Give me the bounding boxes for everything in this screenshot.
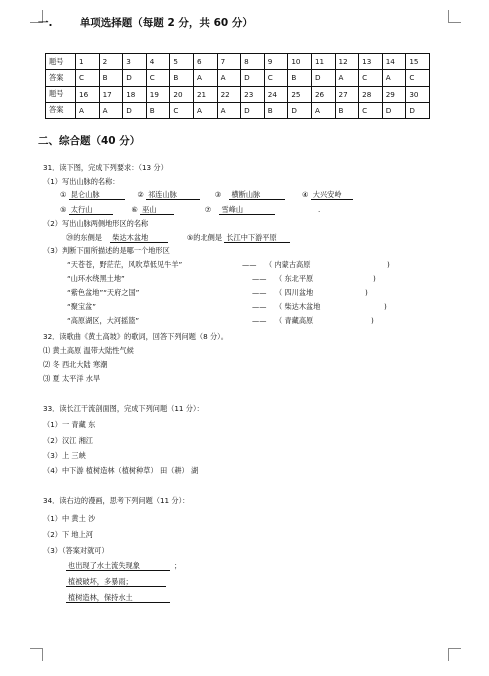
q31-part2: （2）写出山脉两侧地形区的名称 xyxy=(43,219,149,228)
section1-title: 单项选择题（每题 2 分，共 60 分） xyxy=(79,17,253,29)
table-cell: D xyxy=(382,102,406,118)
q31-answer-1: （ 内蒙古高原 xyxy=(265,260,311,269)
part2b-answer: 长江中下游平原 xyxy=(224,233,290,243)
table-cell: 20 xyxy=(170,86,194,102)
part2b-prompt: ⑤的北侧是 xyxy=(186,233,223,242)
table-cell: 4 xyxy=(146,54,170,70)
q31-dash-2: —— xyxy=(252,274,267,283)
q31-dash-4: —— xyxy=(252,302,267,311)
q34-answer-2: （2）下 地上河 xyxy=(43,530,93,539)
table-cell: 19 xyxy=(146,86,170,102)
part2a-prompt: ⑳的东侧是 xyxy=(66,233,102,242)
table-cell: D xyxy=(123,102,147,118)
q31-desc-2: “山环水绕黑土地” xyxy=(67,274,125,283)
table-cell: D xyxy=(311,70,335,86)
q33-answer-1: （1）一 青藏 东 xyxy=(43,420,96,429)
q34-line-1-punct: ； xyxy=(174,561,182,570)
mountain-6-label: ⑥ xyxy=(131,205,138,214)
q31-desc-5: “高原湖区，大河摇篮” xyxy=(67,316,140,325)
q31-answer-2: （ 东北平原 xyxy=(275,274,314,283)
table-cell: C xyxy=(76,70,100,86)
part2a-answer: 柴达木盆地 xyxy=(110,233,168,243)
row-header: 答案 xyxy=(46,70,76,86)
table-cell: 21 xyxy=(193,86,217,102)
table-row xyxy=(46,70,430,86)
table-cell: 22 xyxy=(217,86,241,102)
table-cell: A xyxy=(76,102,100,118)
corner-mark-bottom-right xyxy=(448,648,461,661)
q33-answer-4: （4）中下游 植树造林（植树种草） 田（耕） 湖 xyxy=(43,466,199,475)
table-cell: D xyxy=(288,102,312,118)
table-row xyxy=(46,86,430,102)
table-cell: 30 xyxy=(406,86,430,102)
q31-part3: （3）判断下面所描述的是哪一个地形区 xyxy=(43,246,170,255)
table-cell: 1 xyxy=(76,54,100,70)
q34-answer-3: （3）（答案对就可） xyxy=(43,546,109,555)
table-cell: D xyxy=(241,102,265,118)
table-cell: C xyxy=(406,70,430,86)
mountain-7-answer: 雪峰山 xyxy=(219,205,275,215)
row-header: 题号 xyxy=(46,86,76,102)
q34-stem: 34．读右边的漫画，思考下列问题（11 分）： xyxy=(43,496,190,505)
table-cell: C xyxy=(170,102,194,118)
mountain-4-label: ④ xyxy=(302,190,309,199)
section1-number: 一. xyxy=(38,17,53,29)
table-cell: A xyxy=(217,70,241,86)
table-cell: B xyxy=(170,70,194,86)
row-header: 答案 xyxy=(46,102,76,118)
table-cell: D xyxy=(241,70,265,86)
mountain-1-label: ① xyxy=(60,190,67,199)
q32-stem: 32．读歌曲《黄土高坡》的歌词，回答下列问题（8 分）。 xyxy=(43,332,228,341)
table-cell: B xyxy=(146,102,170,118)
q31-close-4: ) xyxy=(384,302,387,311)
mountain-5-label: ⑤ xyxy=(60,205,67,214)
q31-part2-answers xyxy=(66,233,290,243)
section2-title: 二、综合题（40 分） xyxy=(38,135,141,147)
q34-line-2 xyxy=(66,577,166,587)
q31-close-2: ) xyxy=(373,274,376,283)
row-header: 题号 xyxy=(46,54,76,70)
q31-close-3: ) xyxy=(365,288,368,297)
table-cell: A xyxy=(193,70,217,86)
mountain-1-answer: 昆仑山脉 xyxy=(69,190,125,200)
table-cell: A xyxy=(193,102,217,118)
table-cell: C xyxy=(359,102,383,118)
q31-desc-1: “天苍苍，野茫茫，风吹草低见牛羊” xyxy=(67,260,183,269)
q31-mountains-row2 xyxy=(60,205,320,215)
table-cell: C xyxy=(359,70,383,86)
q31-close-1: ) xyxy=(387,260,390,269)
table-cell: B xyxy=(335,102,359,118)
mountain-7-label: ⑦ xyxy=(204,205,212,214)
q31-answer-3: （ 四川盆地 xyxy=(275,288,314,297)
q31-answer-4: （ 柴达木盆地 xyxy=(275,302,321,311)
q33-answer-2: （2）汉江 湘江 xyxy=(43,436,93,445)
q34-answer-1: （1）中 黄土 沙 xyxy=(43,514,96,523)
table-cell: 16 xyxy=(76,86,100,102)
q31-mountains-row1 xyxy=(60,190,353,200)
corner-mark-bottom-left xyxy=(30,648,43,661)
table-cell: 12 xyxy=(335,54,359,70)
table-cell: D xyxy=(123,70,147,86)
table-cell: 9 xyxy=(264,54,288,70)
table-cell: A xyxy=(382,70,406,86)
q34-line-2-answer: 植被破坏，多暴雨； xyxy=(66,577,166,587)
table-cell: B xyxy=(288,70,312,86)
q31-dash-3: —— xyxy=(252,288,267,297)
q33-stem: 33．读长江干流剖面图，完成下列问题（11 分）： xyxy=(43,404,204,413)
q31-dash-5: —— xyxy=(252,316,267,325)
mountain-3-answer: 横断山脉 xyxy=(229,190,285,200)
table-cell: C xyxy=(146,70,170,86)
table-cell: 6 xyxy=(193,54,217,70)
mountain-5-answer: 太行山 xyxy=(69,205,113,215)
table-cell: 18 xyxy=(123,86,147,102)
section1-heading xyxy=(38,15,253,30)
q32-answer-1: ⑴ 黄土高原 温带大陆性气候 xyxy=(43,346,134,355)
table-cell: 8 xyxy=(241,54,265,70)
table-cell: 15 xyxy=(406,54,430,70)
corner-mark-top-right xyxy=(448,10,461,23)
table-cell: 24 xyxy=(264,86,288,102)
q31-answer-5: （ 青藏高原 xyxy=(275,316,314,325)
q32-answer-2: ⑵ 冬 西北大陆 寒潮 xyxy=(43,360,108,369)
table-cell: 17 xyxy=(99,86,123,102)
table-cell: 14 xyxy=(382,54,406,70)
table-cell: 2 xyxy=(99,54,123,70)
table-cell: C xyxy=(264,70,288,86)
row-end-period: . xyxy=(318,205,321,214)
table-cell: D xyxy=(406,102,430,118)
mountain-3-label: ③ xyxy=(214,190,222,199)
table-cell: 27 xyxy=(335,86,359,102)
q33-answer-3: （3）上 三峡 xyxy=(43,451,86,460)
table-cell: 5 xyxy=(170,54,194,70)
q31-stem: 31．读下图，完成下列要求：（13 分） xyxy=(43,163,168,172)
q31-part1: （1）写出山脉的名称： xyxy=(43,177,120,186)
table-cell: 7 xyxy=(217,54,241,70)
q31-dash-1: —— xyxy=(242,260,257,269)
mountain-2-label: ② xyxy=(137,190,144,199)
table-cell: 26 xyxy=(311,86,335,102)
q34-line-3 xyxy=(66,593,170,603)
table-cell: A xyxy=(311,102,335,118)
mountain-4-answer: 大兴安岭 xyxy=(311,190,353,200)
q34-line-1-answer: 也出现了水土流失现象 xyxy=(66,561,170,571)
q31-desc-3: “紫色盆地”“天府之国” xyxy=(67,288,140,297)
table-cell: 23 xyxy=(241,86,265,102)
table-cell: B xyxy=(264,102,288,118)
q32-answer-3: ⑶ 夏 太平洋 水旱 xyxy=(43,374,101,383)
table-cell: 3 xyxy=(123,54,147,70)
table-cell: A xyxy=(335,70,359,86)
table-row xyxy=(46,102,430,118)
table-cell: 28 xyxy=(359,86,383,102)
table-cell: B xyxy=(99,70,123,86)
q31-close-5: ) xyxy=(371,316,374,325)
table-cell: 10 xyxy=(288,54,312,70)
mountain-6-answer: 巫山 xyxy=(140,205,174,215)
table-cell: 13 xyxy=(359,54,383,70)
q34-line-3-answer: 植树造林，保持水土 xyxy=(66,593,170,603)
table-cell: 11 xyxy=(311,54,335,70)
q31-desc-4: “聚宝盆” xyxy=(67,302,97,311)
table-row xyxy=(46,54,430,70)
mountain-2-answer: 祁连山脉 xyxy=(146,190,200,200)
table-cell: 29 xyxy=(382,86,406,102)
table-cell: 25 xyxy=(288,86,312,102)
table-cell: A xyxy=(217,102,241,118)
table-cell: A xyxy=(99,102,123,118)
q34-line-1 xyxy=(66,561,181,571)
answer-table xyxy=(45,53,430,119)
